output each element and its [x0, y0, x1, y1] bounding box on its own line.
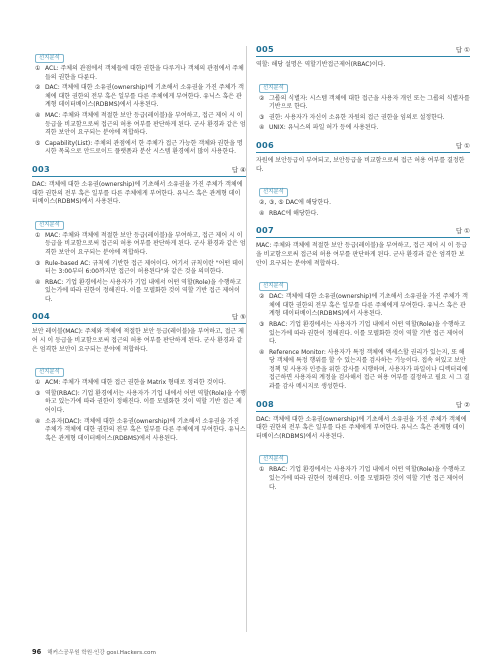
question-header	[256, 44, 470, 57]
list-item	[256, 210, 470, 219]
list-item	[256, 199, 470, 208]
answer-label: 답 ①	[455, 227, 470, 236]
list-item	[32, 84, 246, 110]
item-text: Capability(List): 주체의 관점에서 한 주체가 접근 가능한 객체와 권한을 명시한 목록으로 안드로이드 플랫폼과 분산 시스템 환경에서 많이 사용한다.	[45, 139, 243, 156]
item-number: ②	[35, 84, 41, 92]
answer-label: 답 ①	[455, 46, 470, 54]
question-header	[256, 140, 470, 153]
list-item	[32, 260, 246, 277]
item-number: ③	[35, 259, 41, 267]
list-item	[32, 112, 246, 138]
item-text: UNIX: 유닉스의 파일 허가 등에 사용된다.	[269, 124, 379, 132]
item-text: 권한: 사용자가 자신이 소유한 자원의 접근 권한을 임의로 설정한다.	[269, 113, 445, 121]
item-number: ①	[259, 466, 265, 474]
question-header	[32, 311, 246, 324]
item-text: RBAC: 기업 환경에서는 사용자가 기업 내에서 어떤 역할(Role)을 수행하고 있는가에 따라 권한이 정해진다. 이를 모델화한 것이 역할 기반 접근 제어이다.	[269, 320, 466, 346]
item-number: ④	[259, 124, 265, 132]
item-number: ④	[35, 278, 41, 286]
list-item	[32, 390, 246, 416]
list-item	[32, 140, 246, 157]
question-number: 003	[32, 163, 50, 174]
list-item	[32, 232, 246, 258]
option-analysis-tag: 선지분석	[259, 455, 288, 464]
question-007	[256, 225, 470, 391]
list-item	[32, 65, 246, 82]
option-analysis-tag: 선지분석	[259, 84, 288, 93]
question-006	[256, 140, 470, 218]
item-number: ②	[259, 94, 265, 102]
item-text: MAC: 주체와 객체에 적절한 보안 등급(레이블)을 부여하고, 접근 제어 시 이 등급을 비교함으로써 접근의 허용 여부를 판단하게 된다. 군사 환경과 같은 엄격한 보안이 요구되는 분야에 적합하다.	[45, 231, 246, 256]
item-text: ③, ⑤ DAC에 해당한다.	[269, 199, 331, 207]
item-number: ⑤	[35, 139, 41, 147]
item-number: ④	[35, 111, 41, 119]
item-text: MAC: 주체와 객체에 적절한 보안 등급(레이블)을 부여하고, 접근 제어 시 이 등급을 비교함으로써 접근의 허용 여부를 판단하게 된다. 군사 환경과 같은 엄격한 보안이 요구되는 분야에 적합하다.	[45, 111, 246, 137]
item-number: ③	[35, 389, 41, 397]
explanation-text: 자원에 보안등급이 부여되고, 보안등급을 비교함으로써 접근 허용 여부를 결정한다.	[256, 156, 465, 173]
list-item	[256, 124, 470, 133]
list-item	[256, 114, 470, 123]
option-analysis-tag: 선지분석	[35, 221, 64, 230]
left-column	[32, 44, 246, 445]
question-number: 006	[256, 139, 274, 150]
list-item	[256, 349, 470, 392]
section-top	[32, 44, 246, 157]
item-text: DAC: 객체에 대한 소유권(ownership)에 기초해서 소유권을 가진 주체가 객체에 대한 권한의 전부 혹은 일부를 다른 주체에게 부여한다. 유닉스 혹은 관계형 데이터베이스(RDBMS)에서 사용된다.	[45, 84, 244, 109]
item-number: ①	[35, 65, 41, 72]
list-item	[256, 321, 470, 347]
list-item	[256, 95, 470, 112]
item-text: ACM: 주체가 객체에 대한 접근 권한을 Matrix 형태로 정리한 것이다.	[45, 379, 226, 387]
answer-label: 답 ②	[455, 400, 470, 409]
question-003	[32, 164, 246, 305]
item-number: ③	[259, 113, 265, 121]
item-text: RBAC: 기업 환경에서는 사용자가 기업 내에서 어떤 역할(Role)을 수행하고 있는가에 따라 권한이 정해진다. 이를 모델화한 것이 역할 기반 접근 제어이다.	[269, 466, 466, 491]
option-analysis-tag: 선지분석	[35, 368, 64, 377]
item-number: ①	[35, 231, 41, 239]
list-item	[256, 466, 470, 492]
item-text: Rule-based AC: 규칙에 기반한 접근 제어이다. 여기서 규칙이란 "어떤 데이터는 3:00부터 6:00까지만 접근이 허용된다"와 같은 것을 의미한다.	[45, 259, 244, 276]
footer-text: 해커스공무원 학원·인강 gosi.Hackers.com	[47, 650, 156, 656]
column-divider	[246, 46, 247, 632]
explanation-text: 역할: 해당 설명은 역할기반접근제어(RBAC)이다.	[256, 61, 386, 68]
list-item	[32, 279, 246, 305]
item-text: RBAC에 해당한다.	[269, 209, 319, 217]
explanation-text: DAC: 객체에 대한 소유권(ownership)에 기초해서 소유권을 가진 주체가 객체에 대한 권한의 전부 혹은 일부를 다른 주체에게 부여한다. 유닉스 혹은 관계형 데이터베이스(RDBMS)에서 사용된다.	[32, 180, 243, 206]
option-analysis-tag: 선지분석	[259, 282, 288, 291]
item-number: ②	[259, 293, 265, 301]
item-text: ACL: 주체의 관점에서 객체들에 대한 권한을 다루거나 객체의 관점에서 주체들의 권한을 다룬다.	[45, 65, 244, 81]
item-number: ④	[35, 417, 41, 425]
question-number: 004	[32, 311, 50, 322]
question-header	[256, 225, 470, 238]
explanation-text: DAC: 객체에 대한 소유권(ownership)에 기초해서 소유권을 가진 주체가 객체에 대한 권한의 전부 혹은 일부를 다른 주체에게 부여한다. 유닉스 혹은 관계형 데이터베이스(RDBMS)에서 사용된다.	[256, 415, 467, 440]
item-text: 소유자(DAC): 객체에 대한 소유권(ownership)에 기초해서 소유권을 가진 주체가 객체에 대한 권한의 전부 혹은 일부를 다른 주체에게 부여한다. 유닉스 혹은 관계형 데이터베이스(RDBMS)에서 사용된다.	[45, 417, 246, 442]
option-analysis-tag: 선지분석	[259, 188, 288, 197]
question-number: 005	[256, 44, 274, 54]
list-item	[32, 418, 246, 444]
item-number: ④	[259, 209, 265, 217]
item-text: 그룹의 식별자: 시스템 객체에 대한 접근을 사용자 개인 또는 그룹의 식별자를 기반으로 한다.	[269, 94, 470, 111]
question-004	[32, 311, 246, 443]
list-item	[256, 293, 470, 319]
item-text: Reference Monitor: 사용자가 특정 객체에 액세스할 권리가 있는지, 또 해당 객체에 특정 행위를 할 수 있는지를 검사하는 기능이다. 접속 허있고 보안 정책 및 사용자 인증을 위한 감사를 시행하며, 사용자가 파일이나 디렉터리에 접근하면 사용자의 계정을 검사해서 접근 허용 여부를 결정하고 필요 시 그 결과를 감사 메시지로 생성한다.	[269, 348, 470, 391]
answer-label: 답 ⑤	[231, 313, 246, 322]
item-text: DAC: 객체에 대한 소유권(ownership)에 기초해서 소유권을 가진 주체가 객체에 대한 권한의 전부 혹은 일부를 다른 주체에게 부여한다. 유닉스 혹은 관계형 데이터베이스(RDBMS)에서 사용된다.	[269, 293, 468, 318]
explanation-text: MAC: 주체와 객체에 적절한 보안 등급(레이블)을 부여하고, 접근 제어 시 이 등급을 비교함으로써 접근의 허용 여부를 판단하게 된다. 군사 환경과 같은 엄격한 보안이 요구되는 분야에 적합하다.	[256, 242, 468, 267]
answer-label: 답 ①	[455, 141, 470, 150]
answer-label: 답 ④	[231, 165, 246, 174]
item-text: 역할(RBAC): 기업 환경에서는 사용자가 기업 내에서 어떤 역할(Role)을 수행하고 있는가에 따라 권한이 정해진다. 이를 모델화한 것이 역할 기반 접근 제어이다.	[45, 389, 246, 415]
right-column	[256, 44, 470, 494]
question-005	[256, 44, 470, 133]
item-number: ④	[259, 348, 265, 356]
question-number: 008	[256, 398, 274, 409]
item-number: ①	[35, 379, 41, 387]
question-008	[256, 399, 470, 493]
item-number: ②,	[259, 199, 267, 207]
question-header	[32, 164, 246, 177]
option-analysis-tag: 선지분석	[35, 54, 64, 63]
question-header	[256, 399, 470, 412]
list-item	[32, 379, 246, 388]
question-number: 007	[256, 225, 274, 236]
item-number: ③	[259, 320, 265, 328]
page-footer	[32, 648, 156, 656]
explanation-text: 보안 레이블(MAC): 주체와 객체에 적절한 보안 등급(레이블)을 부여하고, 접근 제어 시 이 등급을 비교함으로써 접근의 허용 여부를 판단하게 된다. 군사 환경과 같은 엄격한 보안이 요구되는 분야에 적합하다.	[32, 328, 244, 353]
item-text: RBAC: 기업 환경에서는 사용자가 기업 내에서 어떤 역할(Role)을 수행하고 있는가에 따라 권한이 정해진다. 이를 모델화한 것이 역할 기반 접근 제어이다.	[45, 278, 242, 303]
page-number: 96	[32, 648, 42, 656]
